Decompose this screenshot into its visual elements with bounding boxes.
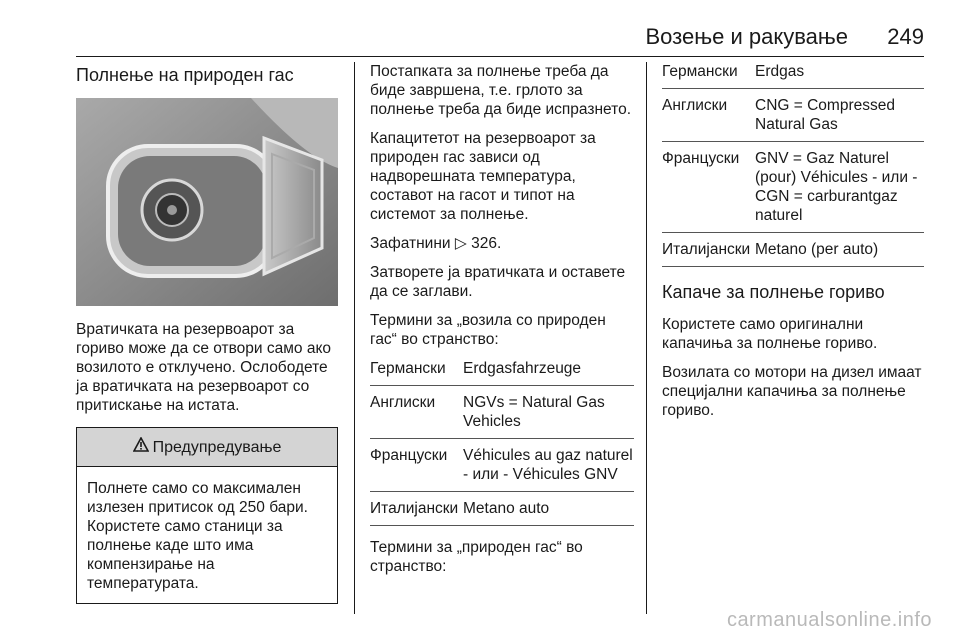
warning-body: Полнете само со максимален излезен притисок од 250 бари. Користете само станици за полнење каде што има компензирање на температурата. <box>87 480 308 592</box>
term-language: Англиски <box>662 97 728 114</box>
term-language: Германски <box>662 63 738 80</box>
term-value: Metano (per auto) <box>755 241 879 258</box>
section-heading-fuel-cap: Капаче за полнење гориво <box>662 282 885 302</box>
table-row <box>370 359 634 386</box>
term-value: NGVs = Natural Gas Vehicles <box>463 394 605 430</box>
term-value: Véhicules au gaz naturel - или - Véhicules GNV <box>463 447 633 483</box>
vehicle-terms-table <box>370 359 634 526</box>
term-value: GNV = Gaz Naturel (pour) Véhicules - или - CGN = carburantgaz naturel <box>755 150 918 224</box>
right-column <box>662 62 924 430</box>
term-value: Erdgasfahrzeuge <box>463 360 582 377</box>
warning-header <box>77 428 337 467</box>
term-value: CNG = Compressed Natural Gas <box>755 97 895 133</box>
term-language: Италијански <box>370 500 459 517</box>
original-caps-paragraph: Користете само оригинални капачиња за полнење гориво. <box>662 316 878 352</box>
warning-triangle-icon <box>133 437 149 457</box>
term-language: Германски <box>370 360 446 377</box>
table-row <box>370 386 634 439</box>
term-value: Erdgas <box>755 63 805 80</box>
term-value: Metano auto <box>463 500 550 517</box>
gas-terms-table <box>662 62 924 267</box>
fuel-flap-image <box>76 98 338 306</box>
cross-reference-icon: ▷ <box>454 235 467 252</box>
table-row <box>370 492 634 526</box>
diesel-caps-paragraph: Возилата со мотори на дизел имаат специјални капачиња за полнење гориво. <box>662 364 922 419</box>
capacities-reference <box>370 234 634 253</box>
table-row <box>662 142 924 233</box>
table-row <box>662 62 924 89</box>
left-column <box>76 62 338 604</box>
table-row <box>370 439 634 492</box>
tank-capacity-paragraph: Капацитетот на резервоарот за природен гас зависи од надворешната температура, составот на гасот и типот на системот за полнење. <box>370 130 596 223</box>
header-rule <box>76 56 924 57</box>
term-language: Француски <box>662 150 740 167</box>
term-language: Француски <box>370 447 448 464</box>
close-flap-paragraph: Затворете ја вратичката и оставете да се заглави. <box>370 264 626 300</box>
column-divider-2 <box>646 62 647 614</box>
term-language: Англиски <box>370 394 436 411</box>
watermark: carmanualsonline.info <box>726 609 932 631</box>
term-language: Италијански <box>662 241 751 258</box>
refuel-complete-paragraph: Постапката за полнење треба да биде завршена, т.е. грлото за полнење треба да биде испразнето. <box>370 63 632 118</box>
vehicle-terms-intro: Термини за „возила со природен гас“ во странство: <box>370 312 606 348</box>
middle-column <box>370 62 634 586</box>
capacities-page-link[interactable]: 326. <box>471 235 502 252</box>
fuel-flap-paragraph: Вратичката на резервоарот за гориво може да се отвори само ако возилото е отклучено. Ослободете ја вратичката на резервоарот со притискање на истата. <box>76 321 332 414</box>
gas-terms-intro: Термини за „природен гас“ во странство: <box>370 539 583 575</box>
table-row <box>662 89 924 142</box>
page-number: 249 <box>887 24 924 49</box>
running-header-title: Возење и ракување <box>645 24 848 49</box>
capacities-label: Зафатнини <box>370 235 451 252</box>
column-divider-1 <box>354 62 355 614</box>
table-row <box>662 233 924 267</box>
warning-box <box>76 427 338 604</box>
warning-title: Предупредување <box>152 439 282 456</box>
section-heading-natural-gas: Полнење на природен гас <box>76 65 294 85</box>
